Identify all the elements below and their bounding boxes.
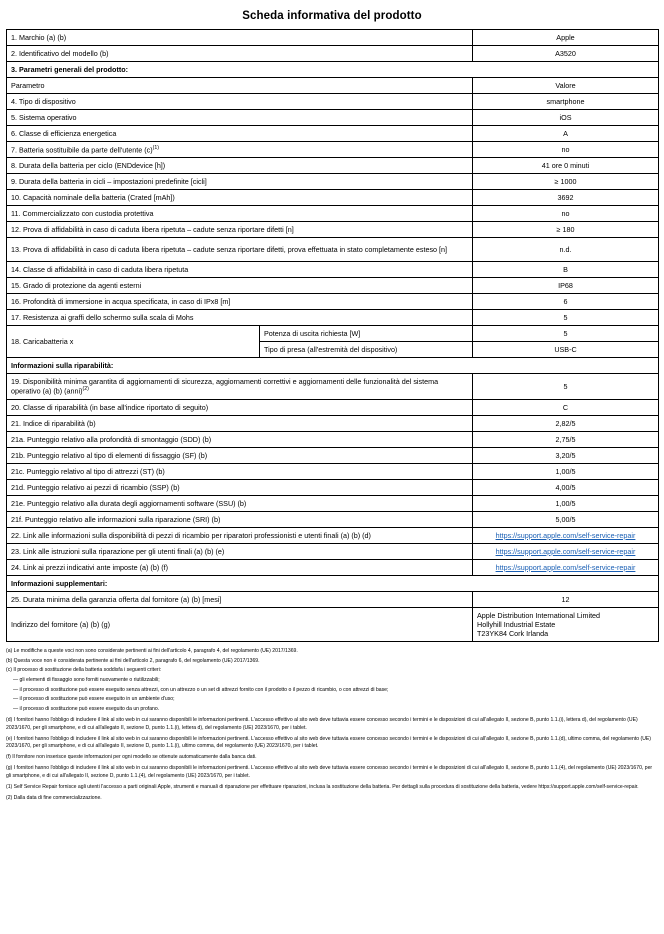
- footnote: — il processo di sostituzione può essere eseguito da un profano.: [13, 706, 160, 713]
- row-label: 21f. Punteggio relativo alle informazioni sulla riparazione (SRI) (b): [7, 511, 473, 527]
- footnote: (b) Questa voce non è considerata pertinente ai fini dell'articolo 2, paragrafo 6, del regolamento (UE) 2017/1369.: [6, 657, 260, 664]
- table-row: [7, 206, 659, 222]
- row-value: 3692: [473, 190, 659, 206]
- row-label: 2. Identificativo del modello (b): [7, 46, 473, 62]
- row-label: 15. Grado di protezione da agenti esterni: [7, 278, 473, 294]
- footnote: — gli elementi di fissaggio sono forniti nuovamente o riutilizzabili;: [13, 676, 160, 683]
- row-value: no: [473, 142, 659, 158]
- row-value: B: [473, 262, 659, 278]
- row-value: 12: [473, 591, 659, 607]
- charger-sub-label: Potenza di uscita richiesta [W]: [260, 326, 473, 342]
- row-value: 6: [473, 294, 659, 310]
- row-label: 13. Prova di affidabilità in caso di caduta libera ripetuta – cadute senza riportare difetti, prova effettuata in stato completamente esteso [n]: [7, 238, 473, 262]
- row-value: no: [473, 206, 659, 222]
- charger-sub-value: 5: [473, 326, 659, 342]
- table-row: [7, 262, 659, 278]
- row-value: smartphone: [473, 94, 659, 110]
- row-label: [7, 374, 473, 399]
- row-label-text: 7. Batteria sostituibile da parte dell'utente (c): [11, 145, 153, 155]
- row-label: 12. Prova di affidabilità in caso di caduta libera ripetuta – cadute senza riportare difetti [n]: [7, 222, 473, 238]
- column-header-value: Valore: [473, 78, 659, 94]
- supplier-address-line: T23YK84 Cork Irlanda: [477, 628, 549, 638]
- table-row: [7, 222, 659, 238]
- footnote: (c) Il processo di sostituzione della batteria soddisfa i seguenti criteri:: [6, 667, 162, 674]
- supplier-address-line: Hollyhill Industrial Estate: [477, 619, 556, 629]
- row-label: 4. Tipo di dispositivo: [7, 94, 473, 110]
- row-label: 25. Durata minima della garanzia offerta dal fornitore (a) (b) [mesi]: [7, 591, 473, 607]
- page-title: Scheda informativa del prodotto: [242, 10, 422, 22]
- row-label-charger: 18. Caricabatteria x: [7, 326, 260, 358]
- supplier-address-line: Apple Distribution International Limited: [477, 610, 601, 620]
- footnote: (e) I fornitori hanno l'obbligo di includere il link al sito web in cui saranno disponibili le informazioni pertinenti. L'accesso effettivo al sito web deve tuttavia essere concesso secondo i termini e le disposizioni di cui all'allegato II, sezione B, punto 1.1.(d), ultimo comma, del regolamento (UE) 2023/1670, per gli smartphone, e di cui all'allegato II, sezione D, punto 1.1.(i), ultimo comma, del regolamento (UE) 2023/1670, per i tablet.: [6, 735, 651, 749]
- section-header-repairability: [7, 358, 659, 374]
- row-value: 5: [473, 310, 659, 326]
- table-row-charger: [7, 326, 659, 342]
- section-title: 3. Parametri generali del prodotto:: [7, 62, 659, 78]
- row-label: 21b. Punteggio relativo al tipo di elementi di fissaggio (SF) (b): [7, 447, 473, 463]
- footnote: (a) Le modifiche a queste voci non sono considerate pertinenti ai fini dell'articolo 4, paragrafo 4, del regolamento (UE) 2017/1369.: [6, 647, 298, 654]
- row-value: n.d.: [473, 238, 659, 262]
- footnote: — il processo di sostituzione può essere eseguito in un ambiente d'uso;: [13, 696, 175, 703]
- row-label: 10. Capacità nominale della batteria (Crated [mAh]): [7, 190, 473, 206]
- row-label: 21a. Punteggio relativo alla profondità di smontaggio (SDD) (b): [7, 431, 473, 447]
- row-value-link[interactable]: [473, 527, 659, 543]
- row-label: 22. Link alle informazioni sulla disponibilità di pezzi di ricambio per riparatori professionisti e utenti finali (a) (b) (d): [7, 527, 473, 543]
- table-row: [7, 238, 659, 262]
- spare-parts-link[interactable]: https://support.apple.com/self-service-repair: [495, 530, 636, 540]
- row-value: 1,00/5: [473, 463, 659, 479]
- table-row: [7, 511, 659, 527]
- row-value: 41 ore 0 minuti: [473, 158, 659, 174]
- section-header-additional: [7, 575, 659, 591]
- row-value: 3,20/5: [473, 447, 659, 463]
- row-value: ≥ 1000: [473, 174, 659, 190]
- footnote-marker: (2): [82, 386, 89, 393]
- footnote: (1) Self Service Repair fornisce agli utenti l'accesso a parti originali Apple, strumenti e manuali di riparazione per effettuare riparazioni, inclusa la sostituzione della batteria. Per dettagli sulla procedura di sostituzione della batteria, vedere https://support.apple.com/self-service-repair.: [6, 783, 639, 790]
- footnote: (d) I fornitori hanno l'obbligo di includere il link al sito web in cui saranno disponibili le informazioni pertinenti. L'accesso effettivo al sito web deve tuttavia essere concesso secondo i termini e le disposizioni di cui all'allegato II, sezione B, punto 1.1.(i), lettera d), del regolamento (UE) 2023/1670, per gli smartphone, e di cui all'allegato II, sezione D, punto 1.1.(i), lettera d), del regolamento (UE) 2023/1670, per i tablet.: [6, 717, 638, 731]
- footnote: (f) Il fornitore non inserisce queste informazioni per ogni modello se ottenute automaticamente dalla banca dati.: [6, 754, 257, 761]
- row-label: 21d. Punteggio relativo ai pezzi di ricambio (SSP) (b): [7, 479, 473, 495]
- table-row: [7, 278, 659, 294]
- supplier-address: [473, 607, 659, 641]
- row-label: 11. Commercializzato con custodia protettiva: [7, 206, 473, 222]
- section-title: Informazioni supplementari:: [7, 575, 659, 591]
- table-row: [7, 399, 659, 415]
- row-label: 5. Sistema operativo: [7, 110, 473, 126]
- section-title: Informazioni sulla riparabilità:: [7, 358, 659, 374]
- row-label-text: 19. Disponibilità minima garantita di aggiornamenti di sicurezza, aggiornamenti correttivi e aggiornamenti delle funzionalità del sistema operativo (a) (b) (anni): [11, 377, 439, 396]
- charger-sub-value: USB-C: [473, 342, 659, 358]
- row-label: 9. Durata della batteria in cicli – impostazioni predefinite [cicli]: [7, 174, 473, 190]
- row-label: 23. Link alle istruzioni sulla riparazione per gli utenti finali (a) (b) (e): [7, 543, 473, 559]
- row-label: 21c. Punteggio relativo al tipo di attrezzi (ST) (b): [7, 463, 473, 479]
- row-label: 1. Marchio (a) (b): [7, 30, 473, 46]
- indicative-prices-link[interactable]: https://support.apple.com/self-service-repair: [495, 562, 636, 572]
- table-row: [7, 591, 659, 607]
- row-label: 16. Profondità di immersione in acqua specificata, in caso di IPx8 [m]: [7, 294, 473, 310]
- table-row: [7, 46, 659, 62]
- table-row: [7, 463, 659, 479]
- charger-sub-label: Tipo di presa (all'estremità del dispositivo): [260, 342, 473, 358]
- row-value: IP68: [473, 278, 659, 294]
- footnotes: [6, 648, 658, 803]
- table-row: [7, 30, 659, 46]
- table-row: [7, 126, 659, 142]
- row-label: [7, 142, 473, 158]
- table-row: [7, 479, 659, 495]
- row-value: 4,00/5: [473, 479, 659, 495]
- row-label: 17. Resistenza ai graffi dello schermo sulla scala di Mohs: [7, 310, 473, 326]
- row-value-link[interactable]: [473, 543, 659, 559]
- row-label: 14. Classe di affidabilità in caso di caduta libera ripetuta: [7, 262, 473, 278]
- row-value: iOS: [473, 110, 659, 126]
- repair-instructions-link[interactable]: https://support.apple.com/self-service-repair: [495, 546, 636, 556]
- table-row: [7, 495, 659, 511]
- table-header-row: [7, 78, 659, 94]
- table-row: [7, 294, 659, 310]
- row-label: 6. Classe di efficienza energetica: [7, 126, 473, 142]
- table-row: [7, 190, 659, 206]
- row-label: 8. Durata della batteria per ciclo (ENDdevice [h]): [7, 158, 473, 174]
- table-row: [7, 94, 659, 110]
- row-value: 2,82/5: [473, 415, 659, 431]
- table-row-link: [7, 543, 659, 559]
- row-value: 5,00/5: [473, 511, 659, 527]
- row-value: 1,00/5: [473, 495, 659, 511]
- table-row: [7, 110, 659, 126]
- table-row: [7, 374, 659, 399]
- row-value: 5: [473, 374, 659, 399]
- row-value: A: [473, 126, 659, 142]
- row-value: 2,75/5: [473, 431, 659, 447]
- column-header-parameter: Parametro: [7, 78, 473, 94]
- row-label: Indirizzo del fornitore (a) (b) (g): [7, 607, 473, 641]
- table-row: [7, 447, 659, 463]
- row-value: A3520: [473, 46, 659, 62]
- row-label: 21. Indice di riparabilità (b): [7, 415, 473, 431]
- row-label: 20. Classe di riparabilità (in base all'indice riportato di seguito): [7, 399, 473, 415]
- row-label: 21e. Punteggio relativo alla durata degli aggiornamenti software (SSU) (b): [7, 495, 473, 511]
- table-row: [7, 310, 659, 326]
- table-row: [7, 142, 659, 158]
- product-table: [6, 29, 659, 642]
- row-value: C: [473, 399, 659, 415]
- footnote: (2) Dalla data di fine commercializzazione.: [6, 795, 102, 802]
- section-header-general: [7, 62, 659, 78]
- table-row: [7, 174, 659, 190]
- footnote: (g) I fornitori hanno l'obbligo di includere il link al sito web in cui saranno disponibili le informazioni pertinenti. L'accesso effettivo al sito web deve tuttavia essere concesso secondo i termini e le disposizioni di cui all'allegato II, sezione B, punto 1.1.(4), del regolamento (UE) 2023/1670, per gli smartphone, e di cui all'allegato II, sezione D, punto 1.1.(4), del regolamento (UE) 2023/1670, per i tablet.: [6, 765, 653, 779]
- table-row-supplier: [7, 607, 659, 641]
- row-value: ≥ 180: [473, 222, 659, 238]
- table-row: [7, 415, 659, 431]
- row-value: Apple: [473, 30, 659, 46]
- table-row: [7, 158, 659, 174]
- footnote: — il processo di sostituzione può essere eseguito senza attrezzi, con un attrezzo o un set di attrezzi fornito con il prodotto o il pezzo di ricambio, o con attrezzi di base;: [13, 686, 389, 693]
- footnote-marker: (1): [152, 145, 159, 151]
- table-row: [7, 431, 659, 447]
- row-value-link[interactable]: [473, 559, 659, 575]
- row-label: 24. Link ai prezzi indicativi ante imposte (a) (b) (f): [7, 559, 473, 575]
- table-row-link: [7, 559, 659, 575]
- table-row-link: [7, 527, 659, 543]
